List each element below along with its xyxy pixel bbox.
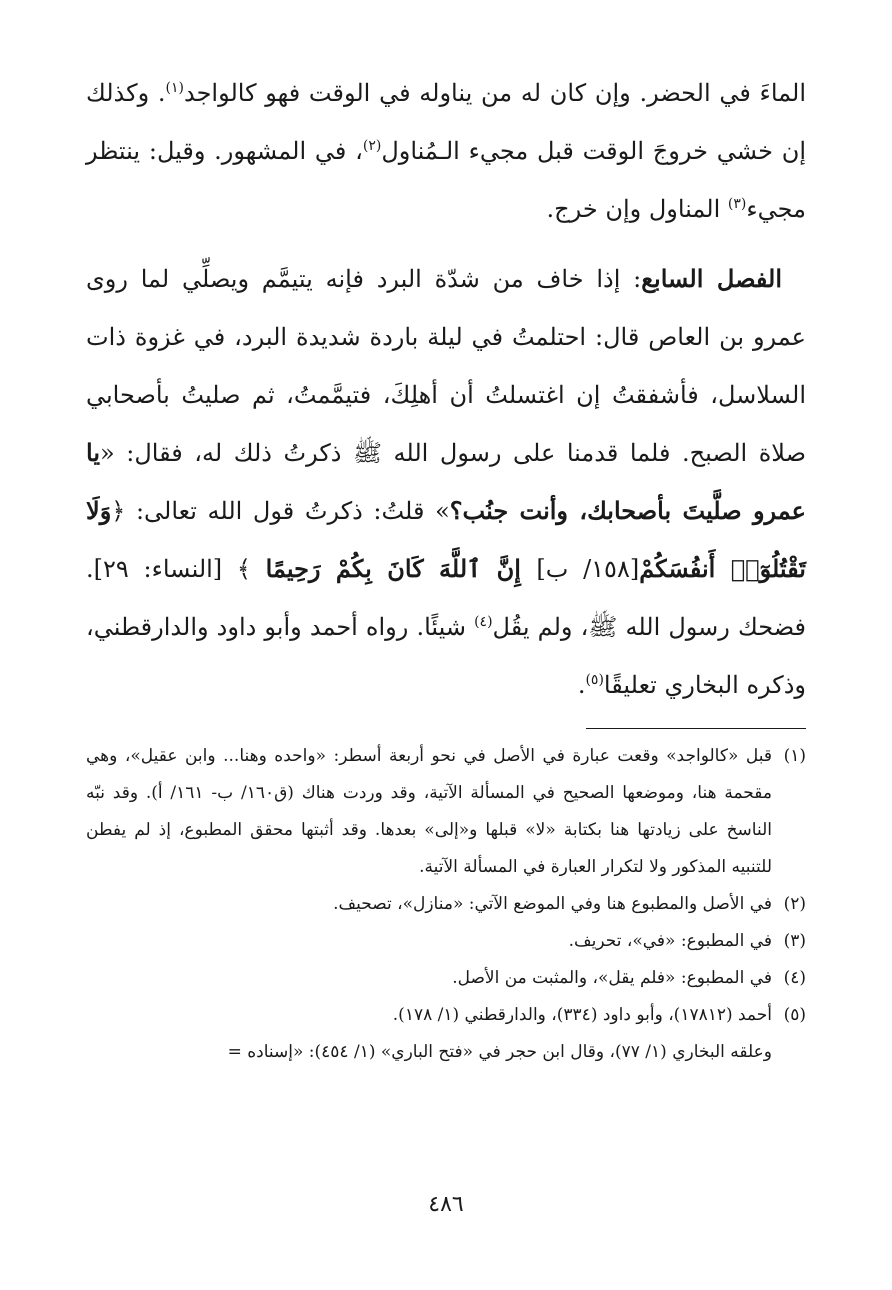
- manuscript-folio-marker: [١٥٨/ ب]: [536, 555, 640, 583]
- footnote-3: [86, 923, 806, 960]
- footnote-marker-3[interactable]: (٣): [727, 196, 747, 212]
- footnote-marker-1[interactable]: (١): [165, 80, 184, 96]
- footnote-4: [86, 960, 806, 997]
- footnote-marker-5[interactable]: (٥): [585, 672, 604, 688]
- text-segment: : إذا خاف من شدّة البرد فإنه يتيمَّم ويصلِّي لما روى عمرو بن العاص قال: احتلمتُ في ليلة باردة شديدة البرد، في غزوة ذات السلاسل، فأشفقتُ إن اغتسلتُ أن أهلِكَ، فتيمَّمتُ، ثم صليتُ بأصحابي صلاة الصبح. فلما قدمنا على رسول الله ﷺ ذكرتُ ذلك له، فقال: «: [86, 265, 806, 467]
- main-text: [86, 64, 806, 714]
- footnote-text: في المطبوع: «في»، تحريف.: [568, 931, 772, 951]
- footnote-2: [86, 886, 806, 923]
- text-segment: المناول وإن خرج.: [546, 195, 728, 223]
- footnote-separator: [586, 728, 806, 729]
- quran-verse-part-1: وَلَا تَقْتُلُوٓا۟ أَنفُسَكُمْ: [86, 496, 806, 583]
- text-segment: الماءَ في الحضر. وإن كان له من يناوله في الوقت فهو كالواجد: [183, 79, 806, 107]
- paragraph-2: [86, 250, 806, 714]
- footnote-number: (٣): [783, 931, 806, 951]
- text-segment: .: [577, 671, 586, 699]
- text-segment: » قلتُ: ذكرتُ قول الله تعالى: ﴿: [111, 497, 450, 525]
- footnote-marker-4[interactable]: (٤): [474, 614, 493, 630]
- footnote-number: (١): [783, 746, 806, 766]
- footnote-5: [86, 997, 806, 1034]
- footnote-continuation: وعلقه البخاري (١/ ٧٧)، وقال ابن حجر في «فتح الباري» (١/ ٤٥٤): «إسناده =: [227, 1042, 772, 1062]
- section-heading: الفصل السابع: [641, 264, 782, 293]
- page-number: ٤٨٦: [428, 1192, 464, 1217]
- text-segment: ، في المشهور. وقيل: ينتظر مجيء: [86, 137, 806, 223]
- footnote-number: (٤): [783, 968, 806, 988]
- quran-verse-part-2: إِنَّ ٱللَّهَ كَانَ بِكُمْ رَحِيمًا: [265, 554, 537, 583]
- footnote-text: أحمد (١٧٨١٢)، وأبو داود (٣٣٤)، والدارقطني (١/ ١٧٨).: [392, 1005, 772, 1025]
- footnote-text: في المطبوع: «فلم يقل»، والمثبت من الأصل.: [452, 968, 772, 988]
- footnote-number: (٥): [783, 1005, 806, 1025]
- text-segment: ﴾ [النساء: ٢٩]. فضحك رسول الله ﷺ، ولم يقُل: [86, 555, 806, 641]
- footnote-number: (٢): [783, 894, 806, 914]
- footnotes: [86, 738, 806, 1071]
- text-segment: شيئًا. رواه أحمد وأبو داود والدارقطني، وذكره البخاري تعليقًا: [86, 613, 806, 699]
- footnote-marker-2[interactable]: (٢): [362, 138, 382, 154]
- text-segment: . وكذلك إن خشي خروجَ الوقت قبل مجيء الـمُناول: [86, 79, 807, 165]
- footnote-text: في الأصل والمطبوع هنا وفي الموضع الآتي: «منازل»، تصحيف.: [333, 894, 772, 914]
- footnote-1: [86, 738, 806, 886]
- hadith-quote: يا عمرو صلَّيتَ بأصحابك، وأنت جنُب؟: [86, 438, 806, 525]
- footnote-text: قبل «كالواجد» وقعت عبارة في الأصل في نحو أربعة أسطر: «واحده وهنا... وابن عقيل»، وهي مقحمة هنا، وموضعها الصحيح في المسألة الآتية، وقد وردت هناك (ق١٦٠/ ب- ١٦١/ أ). وقد نبّه الناسخ على زيادتها هنا بكتابة «لا» قبلها و«إلى» بعدها. وقد أثبتها محقق المطبوع، إذ لم يفطن للتنبيه المذكور ولا لتكرار العبارة في المسألة الآتية.: [86, 746, 772, 877]
- paragraph-1: [86, 64, 806, 238]
